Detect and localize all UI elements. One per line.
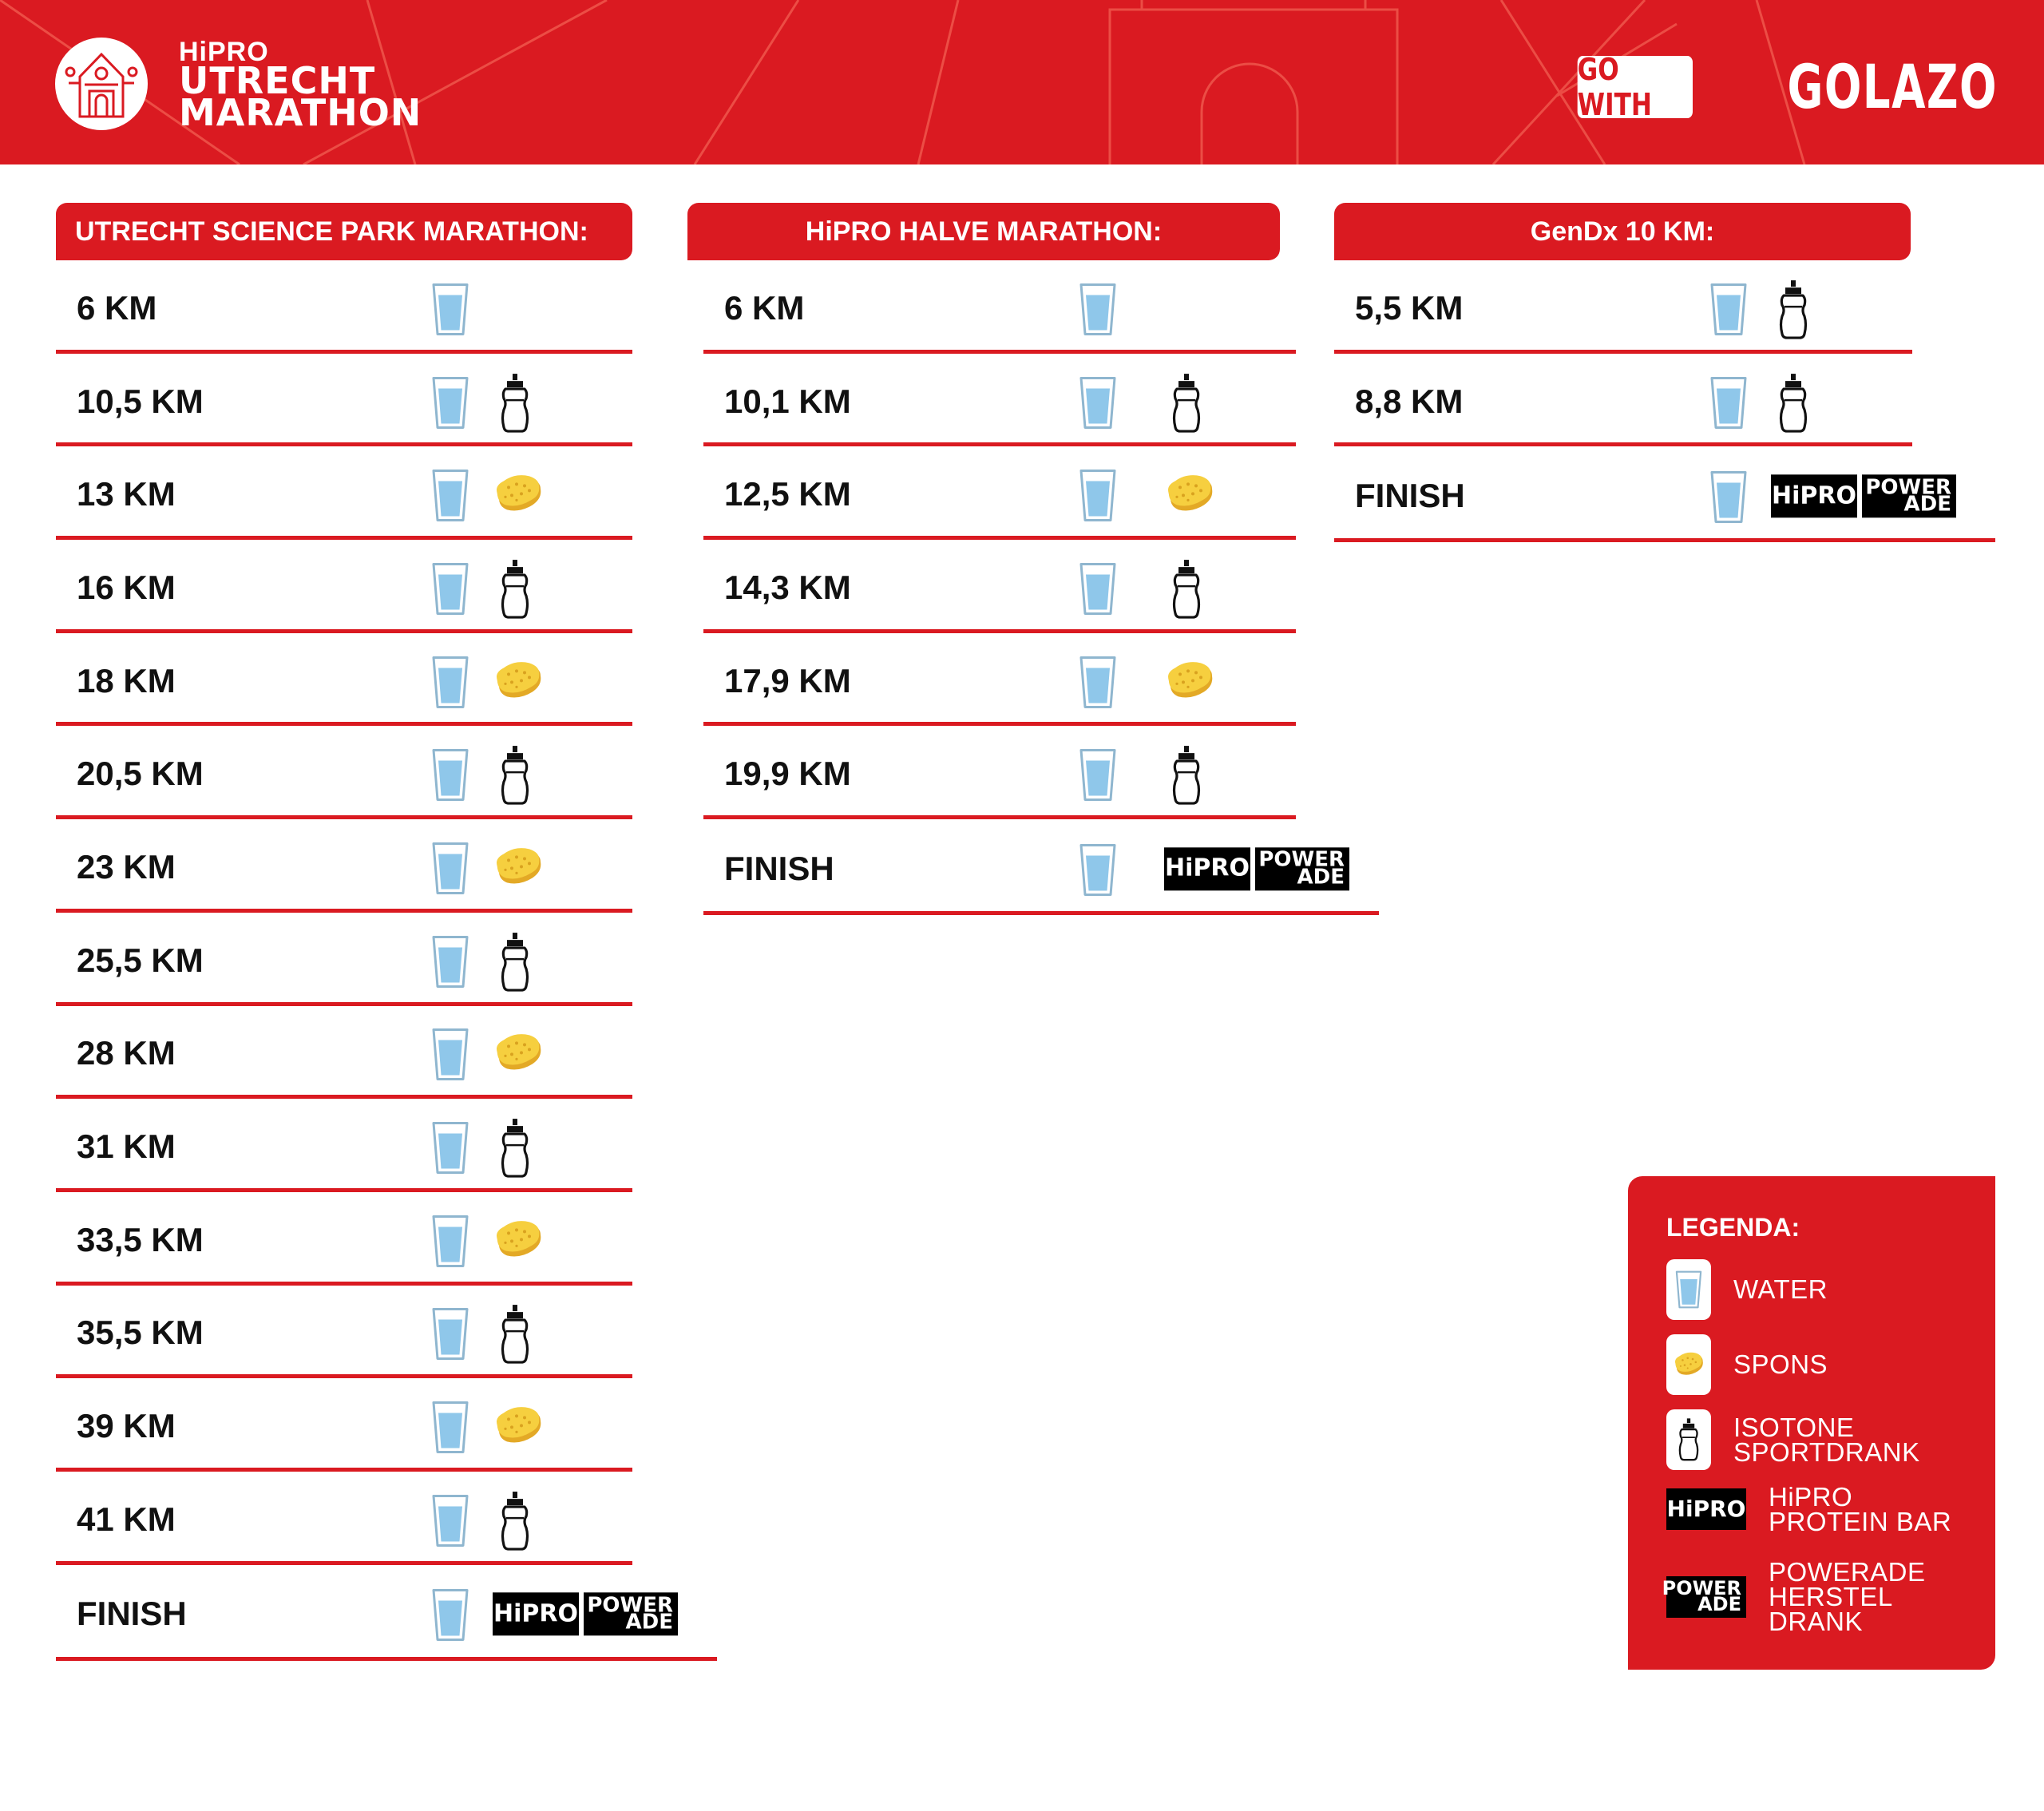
legend-label-line: SPONS [1733, 1349, 1828, 1380]
station-row [703, 633, 1296, 727]
station-distance: 13 KM [77, 475, 176, 513]
powerade-logo-line2: ADE [1697, 1592, 1741, 1615]
powerade-logo-line1: POWER [1258, 847, 1345, 872]
station-item [1164, 660, 1215, 703]
legend-item-sponge [1666, 1334, 1828, 1395]
station-row [703, 540, 1296, 633]
station-row [56, 540, 632, 633]
brand-title-line2: MARATHON [179, 91, 422, 134]
station-item [431, 1493, 469, 1547]
route-column-title-text: HiPRO HALVE MARATHON: [805, 216, 1163, 247]
station-row [56, 446, 632, 540]
station-row [56, 1472, 632, 1565]
powerade-logo-line1: POWER [1662, 1576, 1741, 1599]
cup-icon [431, 1307, 469, 1361]
powerade-logo-line1: POWER [587, 1593, 673, 1618]
cup-icon [431, 469, 469, 523]
station-distance: 6 KM [724, 288, 805, 327]
bottle-icon [499, 559, 531, 620]
bottle-icon [499, 1491, 531, 1551]
cup-icon [431, 1401, 469, 1455]
hipro-logo: HiPRO [1164, 847, 1250, 890]
station-item [1079, 842, 1117, 897]
station-item [493, 660, 544, 703]
station-row [56, 633, 632, 727]
cup-icon [1079, 842, 1117, 897]
legend-label-line: HiPRO [1769, 1482, 1853, 1512]
station-row [56, 354, 632, 447]
station-row [56, 1099, 632, 1192]
station-distance: 23 KM [77, 847, 176, 886]
station-item [493, 1592, 678, 1635]
station-list [56, 260, 717, 1661]
station-item [431, 1307, 469, 1361]
bottle-icon [499, 1304, 531, 1365]
sponge-icon [493, 474, 544, 517]
station-item [493, 1219, 544, 1262]
dom-tower-seal-icon [53, 35, 150, 133]
station-item [431, 1214, 469, 1268]
legend-label-line: SPORTDRANK [1733, 1437, 1920, 1467]
station-row [56, 1192, 632, 1286]
route-column-2 [687, 203, 1379, 915]
station-item [431, 934, 469, 989]
bottle-icon [499, 373, 531, 434]
station-item [1079, 748, 1117, 802]
powerade-logo-legend [1662, 1576, 1746, 1618]
station-distance: 35,5 KM [77, 1314, 204, 1352]
station-item [499, 932, 531, 993]
route-column-title [687, 203, 1280, 260]
cup-icon [1079, 748, 1117, 802]
station-item [493, 474, 544, 517]
cup-icon [431, 841, 469, 895]
sponge-icon [493, 1219, 544, 1262]
legend-item-hipro [1666, 1482, 1952, 1537]
station-item [1171, 373, 1202, 434]
legend-label-line: DRANK [1769, 1607, 1864, 1637]
sponge-icon [493, 660, 544, 703]
station-item [499, 1304, 531, 1365]
cup-icon [431, 1028, 469, 1082]
station-distance: 19,9 KM [724, 755, 851, 793]
cup-icon [431, 934, 469, 989]
station-item [431, 282, 469, 336]
cup-icon [1079, 282, 1117, 336]
station-row [703, 819, 1379, 915]
station-distance: 28 KM [77, 1034, 176, 1072]
station-item [1777, 279, 1809, 340]
bottle-icon [1171, 745, 1202, 806]
go-with-badge: GO WITH [1578, 56, 1693, 118]
powerade-logo [584, 1592, 678, 1635]
sponge-icon [1164, 474, 1215, 517]
legend-chip [1666, 1334, 1711, 1395]
station-row [56, 726, 632, 819]
route-column-1 [56, 203, 717, 1661]
bottle-icon [1678, 1418, 1701, 1462]
legend-label [1733, 1274, 1828, 1305]
station-row [56, 1286, 632, 1379]
legend-chip [1666, 1409, 1711, 1470]
hipro-logo-legend: HiPRO [1666, 1488, 1746, 1530]
station-item [1771, 474, 1956, 517]
sponge-icon [493, 846, 544, 889]
cup-icon [1709, 282, 1748, 336]
station-distance: 12,5 KM [724, 475, 851, 513]
cup-icon [431, 1214, 469, 1268]
station-item [1164, 474, 1215, 517]
cup-icon [1709, 375, 1748, 430]
station-distance: 41 KM [77, 1500, 176, 1538]
cup-icon [431, 1588, 469, 1643]
legend-label-line: HERSTEL [1769, 1582, 1893, 1612]
station-item [431, 841, 469, 895]
station-item [431, 375, 469, 430]
station-item [431, 655, 469, 709]
cup-icon [431, 655, 469, 709]
cup-icon [1079, 469, 1117, 523]
station-item [499, 1491, 531, 1551]
header-banner [0, 0, 2044, 164]
station-distance: FINISH [77, 1594, 187, 1632]
station-row [56, 1378, 632, 1472]
station-row [56, 819, 632, 913]
powerade-logo [1862, 474, 1956, 517]
brand-small-text: HiPRO [179, 37, 269, 68]
golazo-logo: GOLAZO [1787, 51, 1998, 122]
cup-icon [431, 1120, 469, 1175]
brand-logo [53, 35, 422, 133]
station-item [1079, 561, 1117, 616]
station-distance: 10,5 KM [77, 382, 204, 420]
station-row [1334, 260, 1912, 354]
route-column-title [56, 203, 632, 260]
legend-label [1769, 1557, 1926, 1637]
route-column-title-text: GenDx 10 KM: [1530, 216, 1715, 247]
bottle-icon [1171, 559, 1202, 620]
powerade-logo-line1: POWER [1865, 474, 1951, 499]
route-column-3 [1334, 203, 1995, 542]
cup-icon [1079, 655, 1117, 709]
bottle-icon [499, 1118, 531, 1179]
station-item [1709, 282, 1748, 336]
bottle-icon [499, 932, 531, 993]
powerade-logo-line2: ADE [625, 1610, 673, 1635]
cup-icon [431, 375, 469, 430]
station-list [1334, 260, 1995, 542]
station-item [1079, 375, 1117, 430]
legend-label [1733, 1412, 1920, 1467]
cup-icon [1079, 561, 1117, 616]
legend-item-isotonic [1666, 1409, 1920, 1470]
station-item [1709, 375, 1748, 430]
legend-label-line: ISOTONE [1733, 1412, 1855, 1442]
station-row [703, 726, 1296, 819]
cup-icon [1675, 1270, 1703, 1310]
station-item [431, 1588, 469, 1643]
station-item [1164, 847, 1349, 890]
station-distance: 18 KM [77, 661, 176, 699]
station-item [1079, 282, 1117, 336]
station-row [703, 446, 1296, 540]
legend-label-line: PROTEIN BAR [1769, 1507, 1952, 1537]
finish-logos [1771, 474, 1956, 517]
bottle-icon [499, 745, 531, 806]
bottle-icon [1777, 373, 1809, 434]
hipro-logo: HiPRO [1771, 474, 1857, 517]
station-item [493, 1405, 544, 1448]
station-item [431, 1120, 469, 1175]
station-distance: 17,9 KM [724, 661, 851, 699]
station-item [431, 1401, 469, 1455]
station-row [1334, 354, 1912, 447]
station-row [1334, 446, 1995, 542]
station-item [499, 745, 531, 806]
station-row [56, 1565, 717, 1661]
station-item [499, 559, 531, 620]
legend-label-line: POWERADE [1769, 1557, 1926, 1587]
station-item [1079, 655, 1117, 709]
station-distance: FINISH [1355, 476, 1465, 514]
legend-label [1769, 1482, 1952, 1537]
station-row [703, 260, 1296, 354]
sponge-icon [1673, 1349, 1705, 1381]
cup-icon [431, 561, 469, 616]
station-item [431, 1028, 469, 1082]
hipro-logo: HiPRO [493, 1592, 579, 1635]
station-item [1709, 470, 1748, 524]
station-row [56, 913, 632, 1006]
brand-title-line1: UTRECHT [179, 59, 376, 103]
powerade-logo-line2: ADE [1903, 492, 1951, 517]
cup-icon [431, 1493, 469, 1547]
station-distance: 25,5 KM [77, 941, 204, 979]
sponge-icon [1164, 660, 1215, 703]
finish-logos [493, 1592, 678, 1635]
sponsor-block [1552, 51, 1998, 122]
powerade-logo [1255, 847, 1349, 890]
cup-icon [1709, 470, 1748, 524]
legend-label [1733, 1349, 1828, 1380]
station-row [56, 1006, 632, 1100]
cup-icon [431, 282, 469, 336]
legend-item-water [1666, 1259, 1828, 1320]
station-distance: 10,1 KM [724, 382, 851, 420]
station-row [703, 354, 1296, 447]
station-row [56, 260, 632, 354]
station-item [493, 1032, 544, 1076]
cup-icon [1079, 375, 1117, 430]
station-item [1171, 745, 1202, 806]
legend-item-powerade [1662, 1557, 1926, 1637]
station-distance: 8,8 KM [1355, 382, 1464, 420]
route-column-title-text: UTRECHT SCIENCE PARK MARATHON: [75, 216, 588, 247]
station-distance: 5,5 KM [1355, 288, 1464, 327]
station-distance: 6 KM [77, 288, 157, 327]
station-list [703, 260, 1379, 915]
cup-icon [431, 748, 469, 802]
station-item [493, 846, 544, 889]
sponge-icon [493, 1032, 544, 1076]
station-distance: 20,5 KM [77, 755, 204, 793]
legend-label-line: WATER [1733, 1274, 1828, 1305]
station-distance: 39 KM [77, 1406, 176, 1444]
bottle-icon [1777, 279, 1809, 340]
station-item [431, 469, 469, 523]
station-item [431, 561, 469, 616]
legend-chip [1666, 1259, 1711, 1320]
station-distance: 16 KM [77, 568, 176, 606]
station-item [431, 748, 469, 802]
bottle-icon [1171, 373, 1202, 434]
finish-logos [1164, 847, 1349, 890]
route-column-title [1334, 203, 1911, 260]
sponge-icon [493, 1405, 544, 1448]
station-distance: 14,3 KM [724, 568, 851, 606]
station-item [1777, 373, 1809, 434]
powerade-logo-line2: ADE [1297, 864, 1345, 889]
station-distance: 31 KM [77, 1127, 176, 1165]
legend-title: LEGENDA: [1666, 1213, 1800, 1242]
station-item [499, 1118, 531, 1179]
station-distance: FINISH [724, 849, 834, 887]
station-distance: 33,5 KM [77, 1220, 204, 1258]
legend-panel [1628, 1176, 1995, 1670]
station-item [499, 373, 531, 434]
station-item [1079, 469, 1117, 523]
station-item [1171, 559, 1202, 620]
